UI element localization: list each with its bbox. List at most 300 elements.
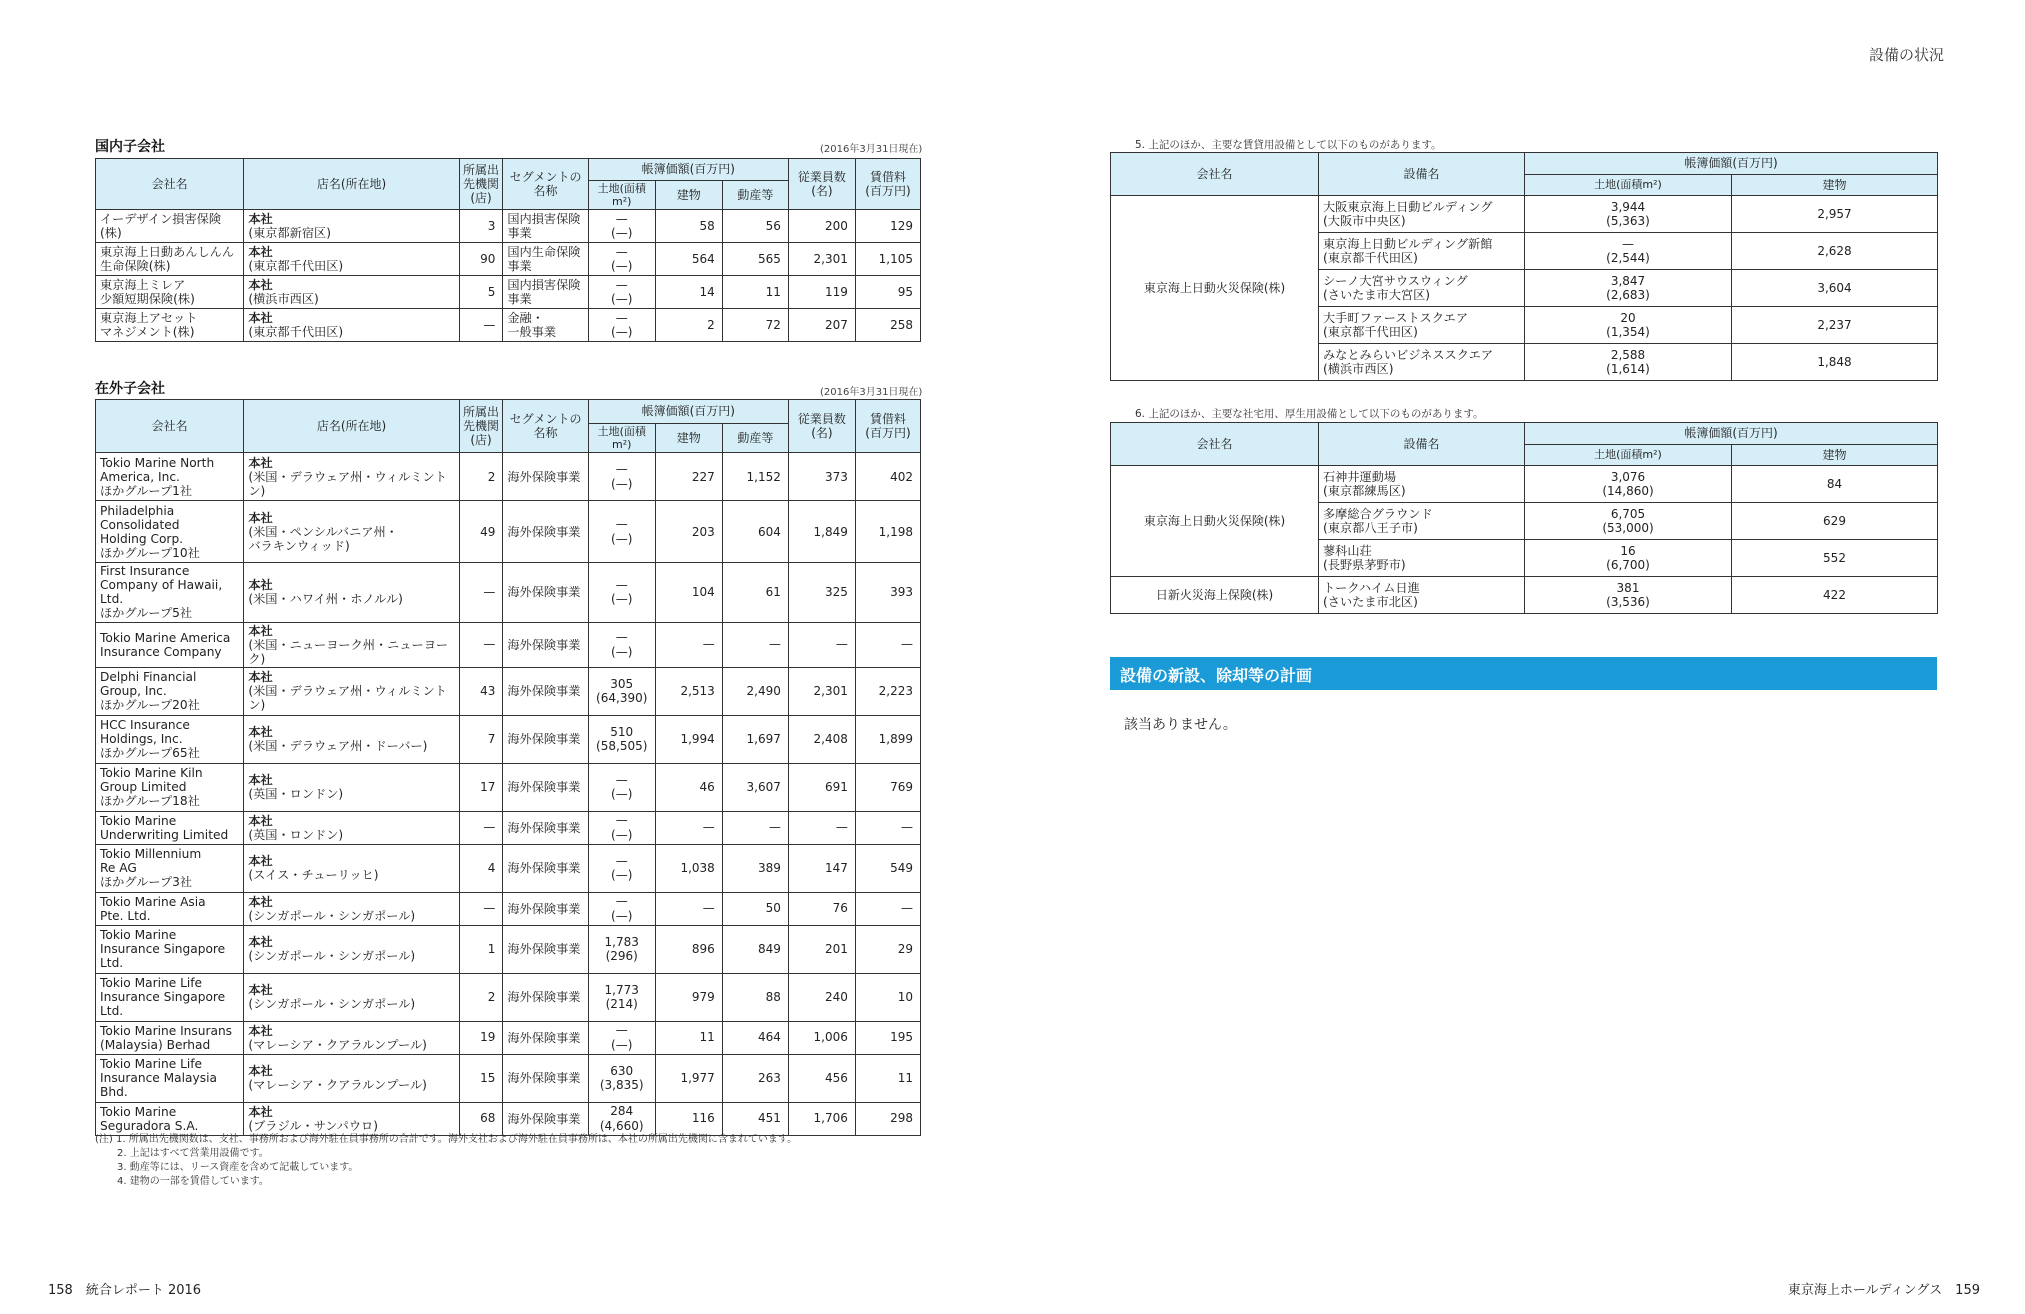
text-line: (英国・ロンドン) <box>248 827 344 842</box>
text-line: Delphi Financial <box>100 670 197 685</box>
text-line: (店) <box>470 191 492 206</box>
land-line: 6,705 <box>1610 506 1646 521</box>
text-line: ほかグループ5社 <box>100 606 193 621</box>
segment-cell: 海外保険事業 <box>503 925 588 973</box>
company-name-cell <box>96 453 244 501</box>
table-row <box>1111 196 1938 233</box>
store-name: 本社 <box>248 1104 273 1119</box>
text-line: 所属出 <box>463 162 500 177</box>
building-cell: 2,513 <box>655 667 722 715</box>
text-line: Tokio Marine <box>100 1104 177 1119</box>
text-line: America, Inc. <box>100 469 180 484</box>
land-line: — <box>615 244 628 259</box>
store-name: 本社 <box>248 212 273 227</box>
employees-cell: 119 <box>788 276 855 309</box>
text-line: (マレーシア・クアラルンプール) <box>248 1037 427 1052</box>
movables-cell: 72 <box>722 309 788 342</box>
housing-note: 6. 上記のほか、主要な社宅用、厚生用設備として以下のものがあります。 <box>1135 408 1484 420</box>
store-cell <box>244 811 459 844</box>
land-cell <box>588 1054 655 1102</box>
land-line: (—) <box>611 226 633 241</box>
store-name: 本社 <box>248 894 273 909</box>
text-line: (横浜市西区) <box>1323 362 1394 376</box>
text-line: みなとみらいビジネススクエア <box>1323 347 1494 362</box>
land-cell <box>588 1021 655 1054</box>
table-row <box>96 667 921 715</box>
text-line: Group, Inc. <box>100 684 167 699</box>
text-line: (横浜市西区) <box>248 292 319 307</box>
store-name: 本社 <box>248 1064 273 1079</box>
text-line: Tokio Marine Asia <box>100 894 206 909</box>
land-cell <box>588 844 655 892</box>
rent-cell: 2,223 <box>855 667 920 715</box>
land-cell <box>588 1102 655 1135</box>
text-line: (米国・ハワイ州・ホノルル) <box>248 592 403 607</box>
text-line: 国内生命保険 <box>507 245 581 260</box>
land-cell <box>588 973 655 1021</box>
text-line: (マレーシア・クアラルンプール) <box>248 1078 427 1093</box>
segment-cell: 海外保険事業 <box>503 715 588 763</box>
company-name-cell <box>96 563 244 622</box>
land-line: — <box>615 772 628 787</box>
text-line: (東京都千代田区) <box>1323 325 1418 339</box>
text-line: (東京都八王子市) <box>1323 521 1418 535</box>
land-cell <box>1525 466 1732 503</box>
facility-cell <box>1319 503 1525 540</box>
text-line: Pte. Ltd. <box>100 908 151 923</box>
land-cell <box>588 622 655 667</box>
building-cell: 46 <box>655 763 722 811</box>
movables-cell: 464 <box>722 1021 788 1054</box>
text-line: 生命保険(株) <box>100 259 171 274</box>
land-line: (4,660) <box>599 1118 644 1133</box>
text-line: (米国・デラウェア州・ドーバー) <box>248 739 428 754</box>
segment-cell: 海外保険事業 <box>503 811 588 844</box>
land-line: (—) <box>611 531 633 546</box>
land-cell <box>588 453 655 501</box>
text-line: Tokio Marine <box>100 928 177 943</box>
land-line: 20 <box>1620 310 1636 325</box>
land-line: — <box>615 462 628 477</box>
employees-cell: 200 <box>788 210 855 243</box>
offices-cell: 1 <box>459 925 503 973</box>
movables-cell: 56 <box>722 210 788 243</box>
land-cell <box>1525 196 1732 233</box>
store-cell <box>244 622 459 667</box>
rent-cell: 10 <box>855 973 920 1021</box>
company-name-cell <box>96 892 244 925</box>
text-line: (シンガポール・シンガポール) <box>248 908 416 923</box>
rent-cell: 549 <box>855 844 920 892</box>
text-line: 事業 <box>507 259 532 274</box>
store-cell <box>244 763 459 811</box>
text-line: (東京都千代田区) <box>248 325 344 340</box>
segment-cell: 海外保険事業 <box>503 763 588 811</box>
rent-cell: 402 <box>855 453 920 501</box>
text-line: ほかグループ20社 <box>100 698 200 713</box>
domestic-asof: (2016年3月31日現在) <box>820 144 923 155</box>
rental-note: 5. 上記のほか、主要な賃貸用設備として以下のものがあります。 <box>1135 139 1442 151</box>
segment-cell: 海外保険事業 <box>503 1021 588 1054</box>
segment-cell <box>503 243 588 276</box>
employees-cell: — <box>788 622 855 667</box>
building-cell: 1,038 <box>655 844 722 892</box>
land-line: (214) <box>605 997 638 1012</box>
land-line: (58,505) <box>596 739 648 754</box>
text-line: 先機関 <box>463 176 500 191</box>
land-cell <box>588 309 655 342</box>
table-row <box>96 973 921 1021</box>
text-line: 東京海上日動あんしんん <box>100 245 235 260</box>
text-line: 少額短期保険(株) <box>100 292 195 307</box>
building-cell: 564 <box>655 243 722 276</box>
offices-cell: 19 <box>459 1021 503 1054</box>
table-row <box>96 892 921 925</box>
employees-cell: 2,301 <box>788 667 855 715</box>
store-cell <box>244 925 459 973</box>
land-line: (2,683) <box>1606 288 1650 302</box>
building-cell: 104 <box>655 563 722 622</box>
text-line: バラキンウィッド) <box>248 538 350 553</box>
rent-cell: 129 <box>855 210 920 243</box>
movables-cell: 3,607 <box>722 763 788 811</box>
land-line: — <box>615 277 628 292</box>
text-line: (スイス・チューリッヒ) <box>248 868 379 883</box>
domestic-title: 国内子会社 <box>95 139 165 155</box>
land-cell <box>588 925 655 973</box>
building-cell: 1,994 <box>655 715 722 763</box>
rent-cell: 393 <box>855 563 920 622</box>
land-line: 284 <box>610 1104 634 1119</box>
col-land: 土地(面積m²) <box>588 181 655 210</box>
text-line: Re AG <box>100 861 137 876</box>
land-line: (5,363) <box>1606 214 1650 228</box>
text-line: Seguradora S.A. <box>100 1118 199 1133</box>
page-section-title: 設備の状況 <box>1868 46 1944 64</box>
text-line: (米国・デラウェア州・ウィルミントン) <box>248 684 447 713</box>
text-line: マネジメント(株) <box>100 325 195 340</box>
movables-cell: — <box>722 811 788 844</box>
text-line: 一般事業 <box>507 325 557 340</box>
rent-cell: 1,899 <box>855 715 920 763</box>
facility-cell <box>1319 540 1525 577</box>
building-cell: 203 <box>655 501 722 563</box>
land-cell <box>588 243 655 276</box>
offices-cell: 15 <box>459 1054 503 1102</box>
store-cell <box>244 1102 459 1135</box>
land-line: (—) <box>611 644 633 659</box>
land-line: (—) <box>611 259 633 274</box>
building-cell: 14 <box>655 276 722 309</box>
text-line: (東京都千代田区) <box>1323 251 1418 265</box>
col-book-value: 帳簿価額(百万円) <box>588 159 788 181</box>
land-line: (14,860) <box>1602 484 1654 498</box>
table-row <box>96 925 921 973</box>
building-cell: 629 <box>1732 503 1938 540</box>
rent-cell: — <box>855 622 920 667</box>
land-line: — <box>615 630 628 645</box>
rent-cell: 29 <box>855 925 920 973</box>
text-line: ほかグループ10社 <box>100 545 200 560</box>
land-line: 381 <box>1616 580 1640 595</box>
land-line: 1,783 <box>604 934 639 949</box>
text-line: Tokio Marine Insurans <box>100 1023 233 1038</box>
store-name: 本社 <box>248 773 273 788</box>
text-line: Insurance Singapore <box>100 942 226 957</box>
table-row <box>96 763 921 811</box>
text-line: First Insurance <box>100 564 190 579</box>
text-line: (米国・デラウェア州・ウィルミントン) <box>248 469 447 498</box>
text-line: 従業員数 <box>797 411 846 426</box>
land-line: 16 <box>1620 543 1636 558</box>
rent-cell: 1,105 <box>855 243 920 276</box>
text-line: Consolidated <box>100 517 180 532</box>
text-line: 東京海上日動ビルディング新館 <box>1323 236 1493 251</box>
text-line: (名) <box>811 184 833 199</box>
segment-cell: 海外保険事業 <box>503 1102 588 1135</box>
land-line: (—) <box>611 592 633 607</box>
store-name: 本社 <box>248 670 273 685</box>
building-cell: 2,628 <box>1732 233 1938 270</box>
text-line: 事業 <box>507 292 532 307</box>
col-employees <box>788 400 855 453</box>
col-employees <box>788 159 855 210</box>
text-line: 国内損害保険 <box>507 278 581 293</box>
land-cell <box>1525 344 1732 381</box>
text-line: Tokio Marine America <box>100 630 231 645</box>
text-line: 石神井運動場 <box>1323 469 1397 484</box>
land-line: (—) <box>611 1037 633 1052</box>
store-name: 本社 <box>248 1023 273 1038</box>
store-cell <box>244 715 459 763</box>
land-cell <box>588 892 655 925</box>
segment-cell: 海外保険事業 <box>503 667 588 715</box>
land-line: (3,835) <box>599 1078 644 1093</box>
building-cell: 116 <box>655 1102 722 1135</box>
land-line: — <box>1622 236 1634 251</box>
text-line: (さいたま市北区) <box>1323 595 1418 609</box>
land-line: — <box>615 894 628 909</box>
text-line: Bhd. <box>100 1085 128 1100</box>
company-name-cell <box>96 1021 244 1054</box>
movables-cell: 61 <box>722 563 788 622</box>
col-building: 建物 <box>1732 445 1938 466</box>
land-line: (—) <box>611 292 633 307</box>
plan-section-text: 該当ありません。 <box>1124 717 1237 733</box>
plan-section-header: 設備の新設、除却等の計画 <box>1110 657 1937 690</box>
footnote-line: 3. 動産等には、リース資産を含めて記載しています。 <box>117 1162 359 1173</box>
segment-cell: 海外保険事業 <box>503 844 588 892</box>
company-name-cell <box>96 243 244 276</box>
rent-cell: 11 <box>855 1054 920 1102</box>
facility-cell <box>1319 344 1525 381</box>
text-line: 大阪東京海上日動ビルディング <box>1323 199 1493 214</box>
table-row <box>96 276 921 309</box>
store-cell <box>244 892 459 925</box>
land-line: (—) <box>611 787 633 802</box>
company-name-cell <box>96 309 244 342</box>
col-company: 会社名 <box>96 159 244 210</box>
company-name-cell <box>96 622 244 667</box>
text-line: (名) <box>811 426 833 441</box>
land-line: — <box>615 310 628 325</box>
land-cell <box>1525 503 1732 540</box>
employees-cell: 1,706 <box>788 1102 855 1135</box>
offices-cell: — <box>459 622 503 667</box>
facility-cell <box>1319 466 1525 503</box>
col-land: 土地(面積m²) <box>1525 175 1732 196</box>
col-movables: 動産等 <box>722 424 788 453</box>
text-line: Company of Hawaii, <box>100 578 223 593</box>
rent-cell: — <box>855 811 920 844</box>
store-name: 本社 <box>248 935 273 950</box>
offices-cell: — <box>459 563 503 622</box>
text-line: Insurance Malaysia <box>100 1071 217 1086</box>
employees-cell: 201 <box>788 925 855 973</box>
store-name: 本社 <box>248 311 273 326</box>
land-line: (—) <box>611 868 633 883</box>
col-land: 土地(面積m²) <box>588 424 655 453</box>
footnote-line: 4. 建物の一部を賃借しています。 <box>117 1176 269 1187</box>
movables-cell: 1,697 <box>722 715 788 763</box>
offices-cell: — <box>459 892 503 925</box>
col-facility: 設備名 <box>1319 153 1525 196</box>
text-line: イーデザイン損害保険(株) <box>100 212 222 241</box>
company-name-cell <box>96 925 244 973</box>
land-line: 1,773 <box>604 982 639 997</box>
employees-cell: 147 <box>788 844 855 892</box>
segment-cell: 海外保険事業 <box>503 973 588 1021</box>
text-line: (英国・ロンドン) <box>248 787 344 802</box>
store-cell <box>244 210 459 243</box>
offices-cell: — <box>459 309 503 342</box>
text-line: Tokio Marine Kiln <box>100 766 203 781</box>
employees-cell: 2,301 <box>788 243 855 276</box>
offices-cell: 68 <box>459 1102 503 1135</box>
store-cell <box>244 243 459 276</box>
text-line: 蓼科山荘 <box>1323 543 1372 558</box>
table-row <box>96 1021 921 1054</box>
land-line: (6,700) <box>1606 558 1650 572</box>
employees-cell: 240 <box>788 973 855 1021</box>
land-line: — <box>615 578 628 593</box>
text-line: ほかグループ1社 <box>100 483 193 498</box>
building-cell: 84 <box>1732 466 1938 503</box>
store-name: 本社 <box>248 278 273 293</box>
table-row <box>96 453 921 501</box>
text-line: 従業員数 <box>797 169 846 184</box>
building-cell: 422 <box>1732 577 1938 614</box>
segment-cell: 海外保険事業 <box>503 501 588 563</box>
table-row <box>96 563 921 622</box>
domestic-subsidiaries-table <box>95 158 921 342</box>
offices-cell: 49 <box>459 501 503 563</box>
text-line: Ltd. <box>100 956 124 971</box>
text-line: Tokio Millennium <box>100 847 202 862</box>
text-line: 所属出 <box>463 404 500 419</box>
land-cell <box>588 667 655 715</box>
table-row <box>96 501 921 563</box>
land-cell <box>588 276 655 309</box>
segment-cell: 海外保険事業 <box>503 892 588 925</box>
rent-cell: 769 <box>855 763 920 811</box>
land-cell <box>588 715 655 763</box>
company-name-cell: 東京海上日動火災保険(株) <box>1111 196 1319 381</box>
building-cell: — <box>655 892 722 925</box>
land-line: 305 <box>610 676 634 691</box>
text-line: Holding Corp. <box>100 531 184 546</box>
text-line: HCC Insurance <box>100 718 190 733</box>
land-cell <box>588 811 655 844</box>
land-cell <box>1525 307 1732 344</box>
offices-cell: 2 <box>459 973 503 1021</box>
store-name: 本社 <box>248 623 273 638</box>
land-line: (—) <box>611 908 633 923</box>
land-line: (—) <box>611 827 633 842</box>
text-line: 多摩総合グラウンド <box>1323 506 1433 521</box>
land-cell <box>588 563 655 622</box>
offices-cell: — <box>459 811 503 844</box>
col-book-value: 帳簿価額(百万円) <box>588 400 788 424</box>
col-segment: セグメントの名称 <box>503 159 588 210</box>
segment-cell: 海外保険事業 <box>503 563 588 622</box>
land-line: (1,614) <box>1606 362 1650 376</box>
store-name: 本社 <box>248 725 273 740</box>
employees-cell: 76 <box>788 892 855 925</box>
building-cell: — <box>655 811 722 844</box>
text-line: トークハイム日進 <box>1323 580 1420 595</box>
text-line: Tokio Marine Life <box>100 976 203 991</box>
movables-cell: 2,490 <box>722 667 788 715</box>
overseas-asof: (2016年3月31日現在) <box>820 387 923 398</box>
text-line: (米国・ニューヨーク州・ニューヨーク) <box>248 637 449 666</box>
movables-cell: 389 <box>722 844 788 892</box>
offices-cell: 90 <box>459 243 503 276</box>
store-name: 本社 <box>248 455 273 470</box>
movables-cell: 1,152 <box>722 453 788 501</box>
employees-cell: 456 <box>788 1054 855 1102</box>
segment-cell <box>503 309 588 342</box>
table-row <box>96 811 921 844</box>
text-line: ほかグループ65社 <box>100 746 200 761</box>
store-cell <box>244 1021 459 1054</box>
company-name-cell <box>96 501 244 563</box>
company-name-cell: 東京海上日動火災保険(株) <box>1111 466 1319 577</box>
col-company: 会社名 <box>1111 153 1319 196</box>
offices-cell: 17 <box>459 763 503 811</box>
movables-cell: 604 <box>722 501 788 563</box>
rent-cell: 298 <box>855 1102 920 1135</box>
building-cell: 3,604 <box>1732 270 1938 307</box>
building-cell: 227 <box>655 453 722 501</box>
land-line: 2,588 <box>1610 347 1646 362</box>
store-cell <box>244 1054 459 1102</box>
text-line: 賃借料 <box>869 411 906 426</box>
building-cell: 2,957 <box>1732 196 1938 233</box>
text-line: 東京海上アセット <box>100 311 198 326</box>
movables-cell: 451 <box>722 1102 788 1135</box>
text-line: (長野県茅野市) <box>1323 558 1406 572</box>
text-line: (米国・ペンシルバニア州・ <box>248 524 398 539</box>
movables-cell: 50 <box>722 892 788 925</box>
store-name: 本社 <box>248 854 273 869</box>
employees-cell: — <box>788 811 855 844</box>
text-line: (東京都千代田区) <box>248 259 344 274</box>
facility-cell <box>1319 577 1525 614</box>
col-building: 建物 <box>655 181 722 210</box>
col-building: 建物 <box>1732 175 1938 196</box>
text-line: Tokio Marine <box>100 813 177 828</box>
